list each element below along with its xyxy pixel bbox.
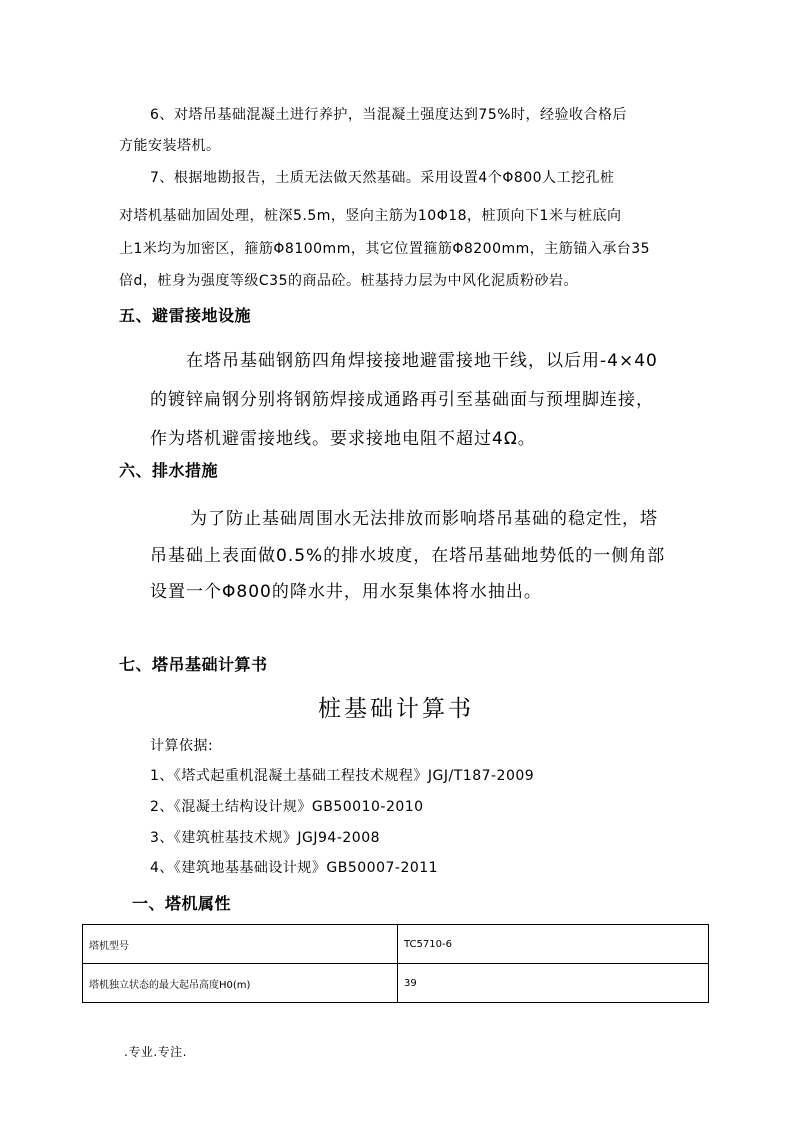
paragraph-item7-line1: 7、根据地勘报告，土质无法做天然基础。采用设置4个Φ800人工挖孔桩 [150,170,615,186]
page-footer: .专业.专注. [124,1045,187,1059]
paragraph-lightning-line1: 在塔吊基础钢筋四角焊接接地避雷接地干线，以后用-4×40 [186,351,658,371]
section-heading-lightning: 五、避雷接地设施 [119,306,252,325]
table-cell-value: TC5710-6 [398,925,709,964]
table-cell-label: 塔机型号 [83,925,398,964]
tower-attribute-table [82,924,709,1003]
table-cell-label: 塔机独立状态的最大起吊高度H0(m) [83,964,398,1003]
paragraph-lightning-line3: 作为塔机避雷接地线。要求接地电阻不超过4Ω。 [150,429,536,449]
paragraph-item6-line1: 6、对塔吊基础混凝土进行养护，当混凝土强度达到75%时，经验收合格后 [150,107,628,123]
paragraph-drainage-line2: 吊基础上表面做0.5%的排水坡度，在塔吊基础地势低的一侧角部 [150,546,666,566]
paragraph-item6-line2: 方能安装塔机。 [119,138,221,154]
table-row [83,925,709,964]
paragraph-item7-line2: 对塔机基础加固处理，桩深5.5m，竖向主筋为10Φ18，桩顶向下1米与桩底向 [119,208,622,224]
paragraph-drainage-line3: 设置一个Φ800的降水井，用水泵集体将水抽出。 [150,582,542,602]
reference-item: 4、《建筑地基基础设计规》GB50007-2011 [150,860,439,876]
paragraph-lightning-line2: 的镀锌扁钢分别将钢筋焊接成通路再引至基础面与预埋脚连接， [150,390,654,410]
paragraph-item7-line3: 上1米均为加密区，箍筋Φ8100mm，其它位置箍筋Φ8200mm，主筋锚入承台35 [119,241,651,257]
basis-label: 计算依据: [150,738,214,754]
section-heading-tower-attributes: 一、塔机属性 [132,894,232,913]
document-title: 桩基础计算书 [318,696,474,722]
table-row [83,964,709,1003]
reference-item: 1、《塔式起重机混凝土基础工程技术规程》JGJ/T187-2009 [150,768,535,784]
paragraph-drainage-line1: 为了防止基础周围水无法排放而影响塔吊基础的稳定性，塔 [190,509,658,529]
reference-item: 3、《建筑桩基技术规》JGJ94-2008 [150,830,381,846]
reference-item: 2、《混凝土结构设计规》GB50010-2010 [150,799,424,815]
table-cell-value: 39 [398,964,709,1003]
section-heading-drainage: 六、排水措施 [119,461,219,480]
paragraph-item7-line4: 倍d，桩身为强度等级C35的商品砼。桩基持力层为中风化泥质粉砂岩。 [119,273,578,289]
section-heading-calc: 七、塔吊基础计算书 [119,655,268,674]
